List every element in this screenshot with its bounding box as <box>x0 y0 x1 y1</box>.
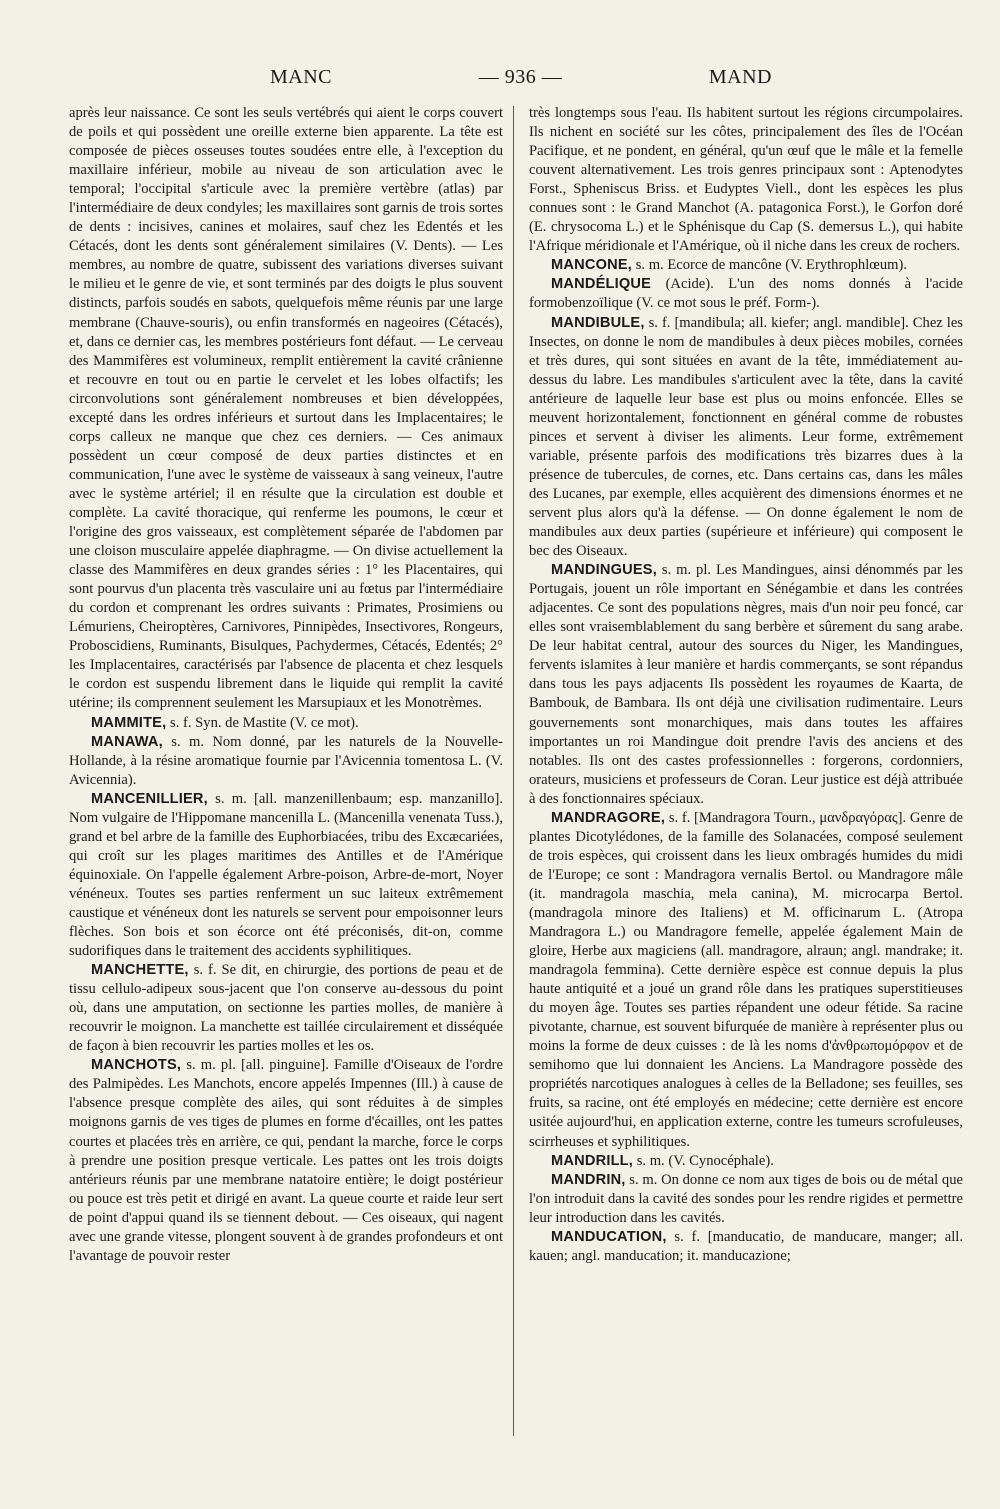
left-column <box>69 104 503 1266</box>
entry-mandragore <box>529 809 963 1152</box>
entry-text: (Acide). L'un des noms donnés à l'acide formobenzoïlique (V. ce mot sous le préf. Form-). <box>529 276 963 312</box>
headword: MANCHETTE, <box>91 962 189 979</box>
entry-mancenillier <box>69 790 503 961</box>
entry-manawa <box>69 733 503 790</box>
entry-text: s. m. (V. Cynocéphale). <box>636 1152 774 1169</box>
headword: MANDIBULE, <box>551 314 645 331</box>
header-right-guideword: MAND <box>708 66 772 88</box>
entry-manducation <box>529 1228 963 1266</box>
running-header <box>270 66 772 89</box>
entry-manchots <box>69 1056 503 1266</box>
headword: MAMMITE, <box>91 714 167 731</box>
headword: MANCENILLIER, <box>91 790 208 807</box>
continued-entry-text: après leur naissance. Ce sont les seuls vertébrés qui aient le corps couvert de poils et qui possèdent une oreille externe bien apparente. La tête est composée de pièces osseuses toutes soudées entre elle, à l'exception du maxillaire inférieur, mobile au niveau de son articulation avec le temporal; l'occipital s'articule avec la première vertèbre (atlas) par l'intermédiaire de deux condyles; les maxillaires sont garnis de trois sortes de dents : incisives, canines et molaires, sauf chez les Edentés et les Cétacés, dont les dents sont généralement similaires (V. Dents). — Les membres, au nombre de quatre, subissent des variations diverses suivant le milieu et le genre de vie, et sont terminés par des doigts le plus souvent distincts, parfois soudés en sabots, quelquefois même réunis par une large membrane (Chauve-souris), ou enfin transformés en nageoires (Cétacés), et, dans ce dernier cas, les membres postérieurs font défaut. — Le cerveau des Mammifères est volumineux, remplit entièrement la cavité crânienne et recouvre en tout ou en partie le cervelet et les lobes olfactifs; les circonvolutions sont généralement nombreuses et bien développées, excepté dans les ordres inférieurs et surtout dans les Implacentaires; le corps calleux ne manque que chez ces derniers. — Ces animaux possèdent un cœur composé de deux parties distinctes et en communication, l'une avec le système de vaisseaux à sang veineux, l'autre avec le système artériel; il en résulte que la circulation est double et complète. La cavité thoracique, qui renferme les poumons, le cœur et l'origine des gros vaisseaux, est complètement séparée de l'abdomen par une cloison musculaire appelée diaphragme. — On divise actuellement la classe des Mammifères en deux grandes séries : 1° les Placentaires, qui sont pourvus d'un placenta très vasculaire uni au fœtus par l'intermédiaire du cordon et comprenant les ordres suivants : Primates, Prosimiens ou Lémuriens, Cheiroptères, Carnivores, Pinnipèdes, Insectivores, Rongeurs, Proboscidiens, Ruminants, Bisulques, Pachydermes, Cétacés, Edentés; 2° les Implacentaires, caractérisés par l'absence de placenta et chez lesquels le cordon est suspendu librement dans le liquide qui remplit la cavité utérine; ils comprennent seulement les Marsupiaux et les Monotrèmes. <box>69 105 503 712</box>
entry-text: s. f. [mandibula; all. kiefer; angl. mandible]. Chez les Insectes, on donne le nom de mandibules à deux pièces mobiles, cornées et très dures, qui sont situées en avant de la tête, immédiatement au-dessus du labre. Les mandibules s'articulent avec la tête, dans la cavité antérieure de laquelle leur base est plus ou moins enfoncée. Elles se meuvent horizontalement, fonctionnent en général comme de robustes pinces et servent à diviser les aliments. Leur forme, extrêmement variable, présente parfois des modifications très bizarres dues à la présence de tubercules, de cornes, etc. Dans certains cas, dans les mâles des Lucanes, par exemple, elles acquièrent des dimensions énormes et ne servent plus alors qu'à la défense. — On donne également le nom de mandibules aux deux parties (supérieure et inférieure) qui composent le bec des Oiseaux. <box>529 314 963 560</box>
entry-text: s. f. [manducatio, de manducare, manger; all. kauen; angl. manducation; it. manducazione; <box>529 1228 963 1264</box>
entry-mandelique <box>529 275 963 313</box>
headword: MANDINGUES, <box>551 562 657 579</box>
entry-text: s. m. Nom donné, par les naturels de la Nouvelle-Hollande, à la résine aromatique fournie par l'Avicennia tomentosa L. (V. Avicennia). <box>69 733 503 788</box>
entry-text: s. m. [all. manzenillenbaum; esp. manzanillo]. Nom vulgaire de l'Hippomane mancenilla L. (Mancenilla venenata Tuss.), grand et bel arbre de la famille des Euphorbiacées, tribu des Excæcariées, qui croît sur les plages maritimes des Antilles et de l'Amérique équinoxiale. On l'appelle également Arbre-poison, Arbre-de-mort, Noyer vénéneux. Toutes ses parties renferment un suc laiteux extrêmement caustique et vénéneux dont les naturels se servent pour empoisonner leurs flèches. Son bois et son écorce ont été préconisés, dit-on, comme sudorifiques dans le traitement des accidents syphilitiques. <box>69 790 503 960</box>
entry-text: s. m. pl. [all. pinguine]. Famille d'Oiseaux de l'ordre des Palmipèdes. Les Manchots, encore appelés Impennes (Ill.) à cause de l'absence presque complète des ailes, qui sont réduites à de simples moignons garnis de ves tiges de plumes en forme d'écailles, ont les pattes courtes et placées très en arrière, ce qui, pendant la marche, force le corps à prendre une position presque verticale. Les pattes ont les trois doigts antérieurs réunis par une membrane natatoire entière; le doigt postérieur ou pouce est très petit et dirigé en avant. La queue courte et raide leur sert de point d'appui quand ils se tiennent debout. — Ces oiseaux, qui nagent avec une grande vitesse, plongent souvent à de grandes profondeurs et ont l'avantage de pouvoir rester <box>69 1057 503 1264</box>
entry-mammite <box>69 714 503 733</box>
entry-mandingues <box>529 561 963 809</box>
headword: MANCONE, <box>551 257 633 274</box>
entry-text: s. f. Syn. de Mastite (V. ce mot). <box>170 714 359 731</box>
entry-text: s. m. Ecorce de mancône (V. Erythrophlœum). <box>635 257 907 274</box>
entry-mandrill <box>529 1152 963 1171</box>
headword: MANDRILL, <box>551 1152 634 1169</box>
column-divider <box>513 106 514 1436</box>
headword: MANDRAGORE, <box>551 809 666 826</box>
entry-text: s. m. pl. Les Mandingues, ainsi dénommés par les Portugais, jouent un rôle important en Sénégambie et dans les contrées adjacentes. Ce sont des populations nègres, mais d'un noir peu foncé, car elles sont vraisemblablement du sang berbère et sûrement du sang arabe. De leur habitat central, autour des sources du Niger, les Mandingues, fervents islamites à leur manière et hardis commerçants, se sont répandus dans tous les pays adjacents Ils possèdent les royaumes de Kaarta, de Bambouk, de Bambara. Ils ont déjà une civilisation rudimentaire. Leurs gouvernements sont monarchiques, mais dans toutes les affaires importantes un roi Mandingue doit prendre l'avis des anciens et des notables. Ils ont des castes professionnelles : forgerons, cordonniers, orateurs, musiciens et professeurs de Coran. Leur justice est déjà attribuée à des fonctionnaires spéciaux. <box>529 562 963 807</box>
entry-mancone <box>529 256 963 275</box>
right-column <box>529 104 963 1266</box>
headword: MANDÉLIQUE <box>551 276 652 293</box>
entry-mandibule <box>529 314 963 562</box>
page-number: — 936 — <box>478 66 563 88</box>
headword: MANDUCATION, <box>551 1228 667 1245</box>
entry-text: s. f. Se dit, en chirurgie, des portions de peau et de tissu cellulo-adipeux sous-jacent que l'on conserve au-dessous du point où, dans une amputation, on sectionne les parties molles, de manière à recouvrir le moignon. La manchette est taillée circulairement et disséquée de façon à bien recouvrir les parties molles et les os. <box>69 962 503 1055</box>
entry-text: s. f. [Mandragora Tourn., μανδραγόρας]. Genre de plantes Dicotylédones, de la famille des Solanacées, composé seulement de trois espèces, qui croissent dans les lieux ombragés humides du midi de l'Europe; ce sont : Mandragora vernalis Bertol. ou Mandragore mâle (it. mandragola maschia, mela canina), M. microcarpa Bertol. (mandragola minore des Italiens) et M. officinarum L. (Atropa Mandragora L.) ou Mandragore femelle, appelée également Main de gloire, Herbe aux magiciens (all. mandragore, alraun; angl. mandrake; it. mandragola femmina). Cette dernière espèce est connue depuis la plus haute antiquité et a joué un grand rôle dans les pratiques superstitieuses du moyen âge. Toutes ses parties répandent une odeur fétide. Sa racine pivotante, charnue, est souvent bifurquée de manière à représenter plus ou moins la forme de deux cuisses : de là les noms d'ἀνθρωπομόρφον et de semihomo que lui donnaient les Anciens. La Mandragore possède des propriétés narcotiques analogues à celles de la Belladone; ses feuilles, ses fruits, sa racine, ont été employés en médecine; cette dernière est encore usitée aujourd'hui, en application externe, contre les tumeurs scrofuleuses, scirrheuses et syphilitiques. <box>529 809 964 1150</box>
header-left-guideword: MANC <box>270 66 333 88</box>
headword: MANCHOTS, <box>91 1057 182 1074</box>
entry-text: s. m. On donne ce nom aux tiges de bois ou de métal que l'on introduit dans la cavité des sondes pour les rendre rigides et permettre leur introduction dans les cavités. <box>529 1171 964 1226</box>
continued-entry-text: très longtemps sous l'eau. Ils habitent surtout les régions circumpolaires. Ils nichent en société sur les côtes, principalement des îles de l'Océan Pacifique, et ne pondent, en général, qu'un œuf que le mâle et la femelle couvent alternativement. Les trois genres principaux sont : Aptenodytes Forst., Spheniscus Briss. et Eudyptes Viell., dont les espèces les plus connues sont : le Grand Manchot (A. patagonica Forst.), le Gorfon doré (E. chrysocoma L.) et le Sphénisque du Cap (S. demersus L.), qui habite l'Afrique méridionale et l'Amérique, où il niche dans les creux de rochers. <box>529 105 963 255</box>
entry-mandrin <box>529 1171 963 1228</box>
headword: MANDRIN, <box>551 1171 626 1188</box>
headword: MANAWA, <box>91 733 163 750</box>
entry-manchette <box>69 961 503 1056</box>
